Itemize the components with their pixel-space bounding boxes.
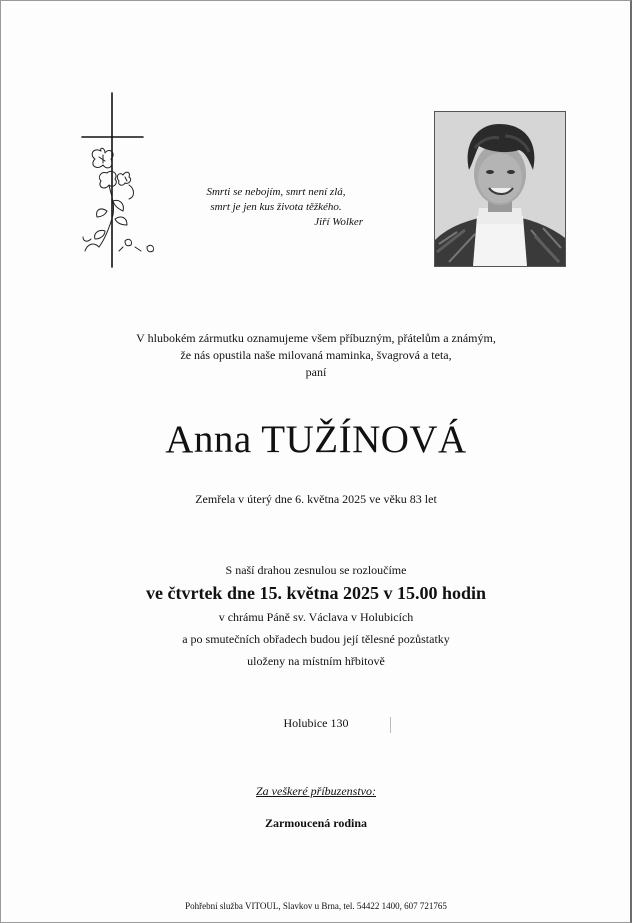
deceased-name: Anna TUŽÍNOVÁ	[165, 418, 467, 461]
funeral-service-footer: Pohřební služba VITOUL, Slavkov u Brna, tel. 54422 1400, 607 721765	[185, 901, 447, 911]
quote	[181, 185, 371, 230]
family-signature: Zarmoucená rodina	[264, 816, 368, 830]
funeral-line-4: a po smutečních obřadech budou její tělesné pozůstatky	[182, 632, 450, 646]
death-date-text: Zemřela v úterý dne 6. května 2025 ve věku 83 let	[195, 492, 437, 506]
funeral-line-1: S naší drahou zesnulou se rozloučíme	[225, 563, 407, 577]
funeral-info	[41, 559, 591, 672]
portrait-photo	[434, 111, 566, 267]
funeral-line-5: uloženy na místním hřbitově	[247, 654, 385, 668]
quote-line-2: smrt je jen kus života těžkého.	[210, 201, 342, 213]
intro-line-3: paní	[305, 365, 327, 379]
intro-text	[61, 330, 571, 381]
on-behalf-label: Za veškeré příbuzenstvo:	[256, 784, 376, 798]
address: Holubice 130	[283, 716, 349, 730]
funeral-line-3: v chrámu Páně sv. Václava v Holubicích	[218, 610, 414, 624]
intro-line-1: V hlubokém zármutku oznamujeme všem příbuzným, přátelům a známým,	[136, 331, 496, 345]
funeral-date-time: ve čtvrtek dne 15. května 2025 v 15.00 hodin	[145, 583, 486, 603]
cross-with-lilies-icon	[79, 91, 165, 269]
quote-line-1: Smrti se nebojím, smrt není zlá,	[206, 186, 346, 198]
intro-line-2: že nás opustila naše milovaná maminka, švagrová a teta,	[180, 348, 452, 362]
quote-author: Jiří Wolker	[314, 216, 363, 228]
scan-mark	[390, 717, 391, 733]
